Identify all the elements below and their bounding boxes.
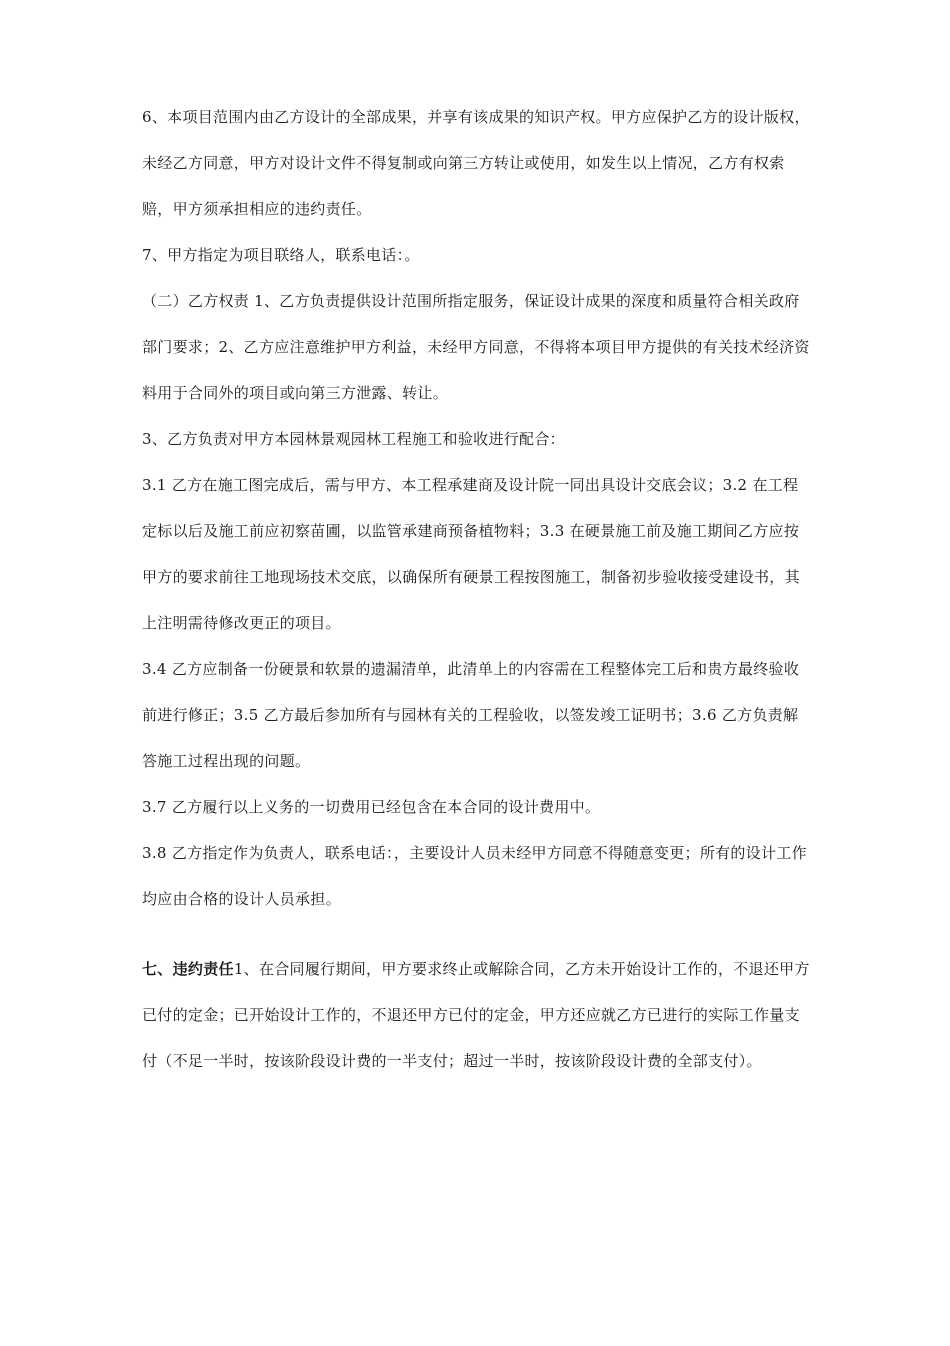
document-page — [142, 94, 812, 1084]
section-7-heading: 七、违约责任 — [142, 960, 234, 978]
paragraph-3-7: 3.7 乙方履行以上义务的一切费用已经包含在本合同的设计费用中。 — [142, 798, 601, 816]
section-7-paragraph — [142, 946, 812, 1084]
section-7-text: 1、在合同履行期间，甲方要求终止或解除合同，乙方未开始设计工作的，不退还甲方已付的定金；已开始设计工作的，不退还甲方已付的定金，甲方还应就乙方已进行的实际工作量支付（不足一半时，按该阶段设计费的一半支付；超过一半时，按该阶段设计费的全部支付）。 — [142, 960, 810, 1070]
paragraph-3: 3、乙方负责对甲方本园林景观园林工程施工和验收进行配合： — [142, 430, 565, 448]
paragraph-6: 6、本项目范围内由乙方设计的全部成果，并享有该成果的知识产权。甲方应保护乙方的设计版权，未经乙方同意，甲方对设计文件不得复制或向第三方转让或使用，如发生以上情况，乙方有权索赔，甲方须承担相应的违约责任。 — [142, 108, 810, 218]
paragraph-party-b-duties: （二）乙方权责 1、乙方负责提供设计范围所指定服务，保证设计成果的深度和质量符合相关政府部门要求；2、乙方应注意维护甲方利益，未经甲方同意，不得将本项目甲方提供的有关技术经济资料用于合同外的项目或向第三方泄露、转让。 — [142, 292, 810, 402]
paragraph-3-1: 3.1 乙方在施工图完成后，需与甲方、本工程承建商及设计院一同出具设计交底会议；3.2 在工程定标以后及施工前应初察苗圃，以监管承建商预备植物料；3.3 在硬景施工前及施工期间乙方应按甲方的要求前往工地现场技术交底，以确保所有硬景工程按图施工，制备初步验收接受建设书，其上注明需待修改更正的项目。 — [142, 476, 800, 632]
paragraph-3-8: 3.8 乙方指定作为负责人，联系电话：，主要设计人员未经甲方同意不得随意变更；所有的设计工作均应由合格的设计人员承担。 — [142, 844, 807, 908]
paragraph-3-4: 3.4 乙方应制备一份硬景和软景的遗漏清单，此清单上的内容需在工程整体完工后和贵方最终验收前进行修正；3.5 乙方最后参加所有与园林有关的工程验收，以签发竣工证明书；3.6 乙方负责解答施工过程出现的问题。 — [142, 660, 800, 770]
paragraph-7: 7、甲方指定为项目联络人，联系电话：。 — [142, 246, 420, 264]
